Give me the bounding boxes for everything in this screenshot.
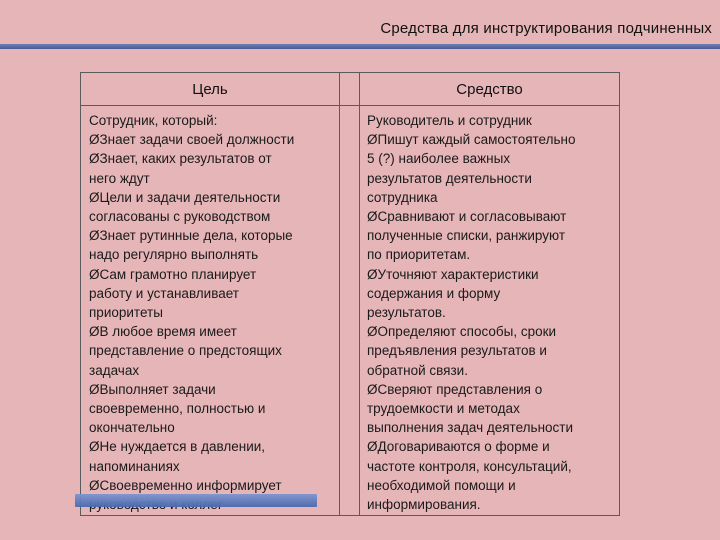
means-line: сотрудника — [367, 189, 438, 205]
goal-line: него ждут — [89, 170, 150, 186]
goal-line: окончательно — [89, 420, 175, 436]
goal-cell — [89, 111, 335, 514]
means-line: выполнения задач деятельности — [367, 420, 574, 436]
goal-line: приоритеты — [89, 305, 163, 321]
goal-line: ØВыполняет задачи — [89, 381, 216, 397]
goal-line: ØВ любое время имеет — [89, 324, 237, 340]
decorative-blue-bar — [75, 494, 317, 507]
means-line: полученные списки, ранжируют — [367, 228, 566, 244]
goal-line: работу и устанавливает — [89, 285, 239, 301]
means-line: 5 (?) наиболее важных — [367, 151, 511, 167]
goal-line: ØНе нуждается в давлении, — [89, 439, 266, 455]
goal-line: согласованы с руководством — [89, 209, 271, 225]
header-means: Средство — [360, 73, 619, 106]
means-line: ØПишут каждый самостоятельно — [367, 132, 576, 148]
goal-line: ØЗнает рутинные дела, которые — [89, 228, 293, 244]
means-line: частоте контроля, консультаций, — [367, 458, 572, 474]
goal-line: надо регулярно выполнять — [89, 247, 259, 263]
means-line: результатов деятельности — [367, 170, 532, 186]
goal-line: представление о предстоящих — [89, 343, 282, 359]
instruction-table — [80, 72, 620, 516]
column-divider-right — [359, 73, 360, 515]
header-spacer — [339, 73, 359, 106]
means-line: обратной связи. — [367, 362, 468, 378]
means-line: необходимой помощи и — [367, 477, 516, 493]
title-underline — [0, 44, 720, 49]
means-line: по приоритетам. — [367, 247, 471, 263]
slide-title: Средства для инструктирования подчиненных — [380, 20, 712, 37]
goal-line: напоминаниях — [89, 458, 180, 474]
means-cell — [367, 111, 617, 514]
means-line: результатов. — [367, 305, 446, 321]
means-line: содержания и форму — [367, 285, 501, 301]
means-line: информирования. — [367, 497, 481, 513]
means-line: ØСверяют представления о — [367, 381, 543, 397]
goal-line: задачах — [89, 362, 140, 378]
means-line: ØОпределяют способы, сроки — [367, 324, 557, 340]
goal-line: своевременно, полностью и — [89, 401, 266, 417]
means-line: Руководитель и сотрудник — [367, 113, 532, 128]
means-line: предъявления результатов и — [367, 343, 547, 359]
goal-line: ØЗнает задачи своей должности — [89, 132, 295, 148]
means-line: ØДоговариваются о форме и — [367, 439, 550, 455]
goal-line: ØСам грамотно планирует — [89, 266, 257, 282]
column-divider-left — [339, 73, 340, 515]
goal-line: ØСвоевременно информирует — [89, 477, 282, 493]
means-line: ØСравнивают и согласовывают — [367, 209, 567, 225]
goal-line: ØЦели и задачи деятельности — [89, 189, 281, 205]
means-line: ØУточняют характеристики — [367, 266, 539, 282]
means-line: трудоемкости и методах — [367, 401, 520, 417]
goal-line: ØЗнает, каких результатов от — [89, 151, 272, 167]
header-goal: Цель — [81, 73, 339, 106]
goal-line: Сотрудник, который: — [89, 113, 218, 128]
